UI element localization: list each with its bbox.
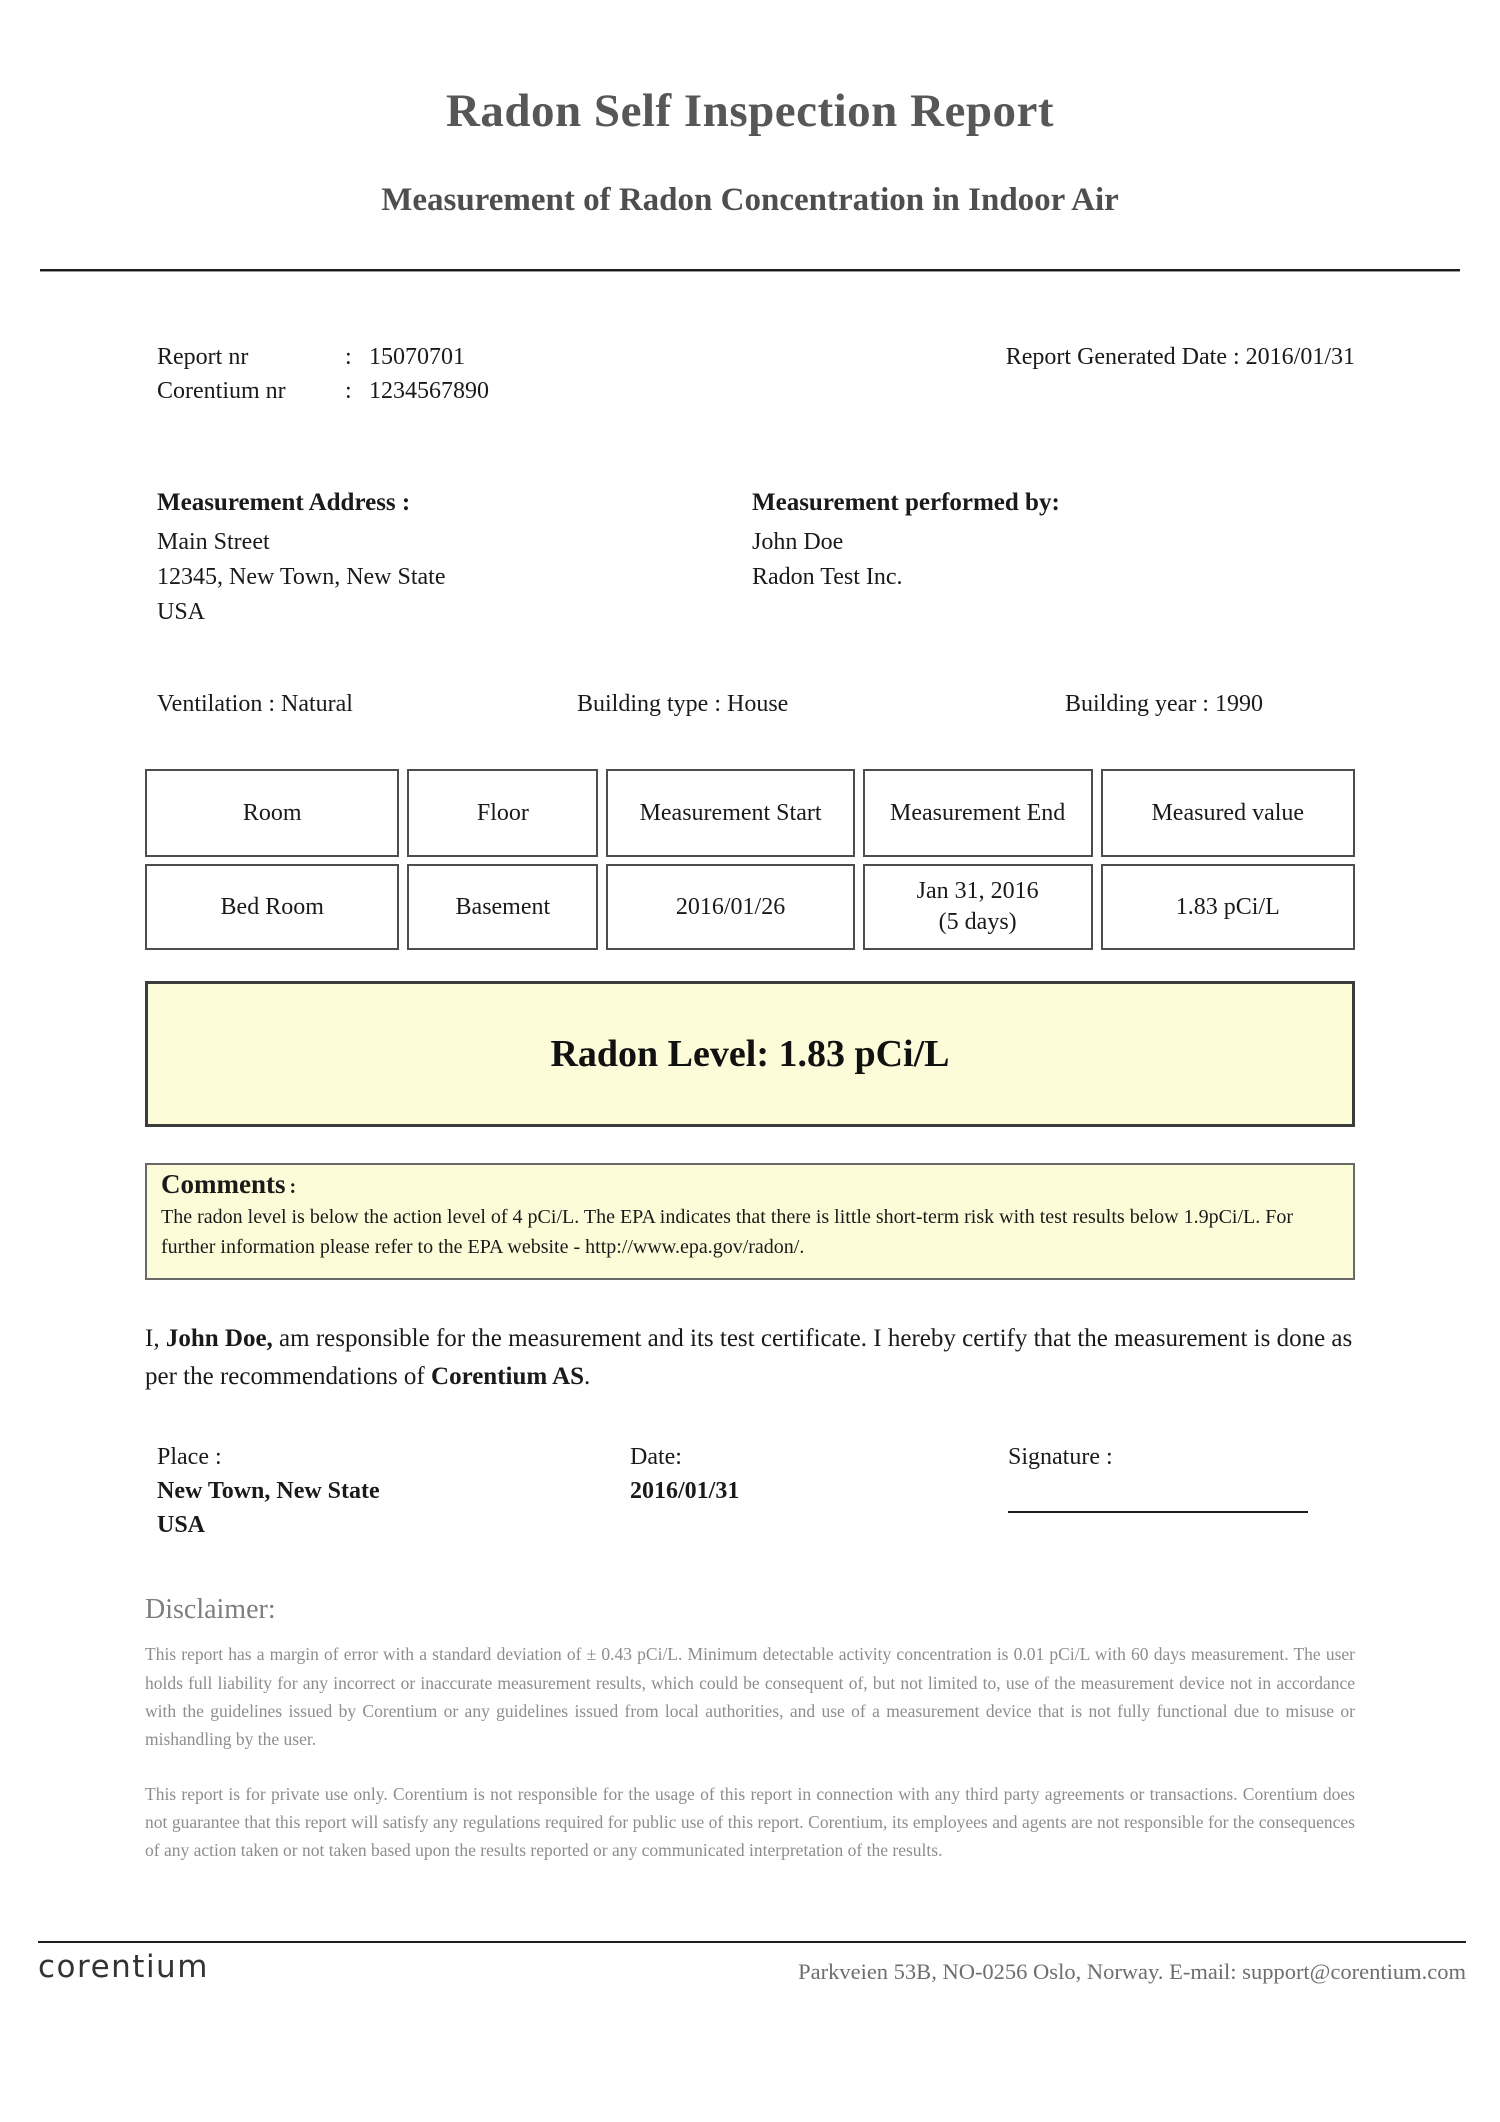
comments-body: The radon level is below the action level of 4 pCi/L. The EPA indicates that there is little short-term risk with test results below 1.9pCi/L. For further information please refer to the EPA website - http://www.epa.gov/radon/. [161,1206,1294,1259]
cell-start: 2016/01/26 [606,864,855,950]
measurement-address-block [157,489,752,629]
cell-end [863,864,1093,950]
signature-line [1008,1475,1308,1513]
generated-date-label: Report Generated Date : [1005,344,1240,370]
report-nr-label: Report nr [157,344,249,370]
column-header-value: Measured value [1101,769,1355,857]
building-info-row [145,691,1355,718]
address-line: USA [157,598,206,625]
performer-block [752,489,1355,629]
report-generated-date [1006,344,1355,371]
page-footer [38,1941,1466,1986]
table-row [145,864,1355,950]
place-block [157,1441,630,1542]
ventilation-value: Ventilation : Natural [157,691,353,718]
cell-measured-value: 1.83 pCi/L [1101,864,1355,950]
column-header-floor: Floor [407,769,598,857]
measurement-address-heading: Measurement Address : [157,489,411,516]
report-meta [145,344,1355,405]
radon-level-banner [145,981,1355,1127]
comments-heading-row [161,1169,1339,1200]
corentium-nr-colon: : [345,378,352,404]
comments-box [145,1163,1355,1280]
disclaimer-section [145,1594,1355,1864]
generated-date-value: 2016/01/31 [1245,344,1355,370]
footer-contact-info: Parkveien 53B, NO-0256 Oslo, Norway. E-mail: support@corentium.com [798,1959,1466,1984]
place-value-line2: USA [157,1511,206,1538]
corentium-logo: corentium [38,1949,209,1985]
cert-prefix: I, [145,1325,166,1353]
corentium-nr-label: Corentium nr [157,378,286,404]
building-type-value: Building type : House [577,691,789,718]
disclaimer-paragraph: This report has a margin of error with a standard deviation of ± 0.43 pCi/L. Minimum detectable activity concentration is 0.01 pCi/L with 60 days measurement. The user holds full liability for any incorrect or inaccurate measurement results, which could be consequent of, but not limited to, use of the measurement device not in accordance with the guidelines issued by Corentium or any guidelines issued from local authorities, and use of a measurement device that is not fully functional due to misuse or mishandling by the user. [145,1644,1355,1750]
place-value-line1: New Town, New State [157,1477,380,1504]
column-header-start: Measurement Start [606,769,855,857]
header-divider [40,269,1460,272]
radon-level-text: Radon Level: 1.83 pCi/L [550,1033,950,1076]
cert-middle: am responsible for the measurement and its test certificate. I hereby certify that the measurement is done as per the recommendations of [145,1325,1353,1390]
parties-section [145,489,1355,629]
signature-label: Signature : [1008,1444,1113,1471]
cert-company: Corentium AS [431,1362,585,1390]
disclaimer-heading: Disclaimer: [145,1594,276,1626]
address-line: 12345, New Town, New State [157,563,446,590]
cell-room: Bed Room [145,864,399,950]
performer-heading: Measurement performed by: [752,489,1060,516]
table-header-row [145,769,1355,857]
cell-end-duration: (5 days) [938,909,1017,936]
comments-heading-colon: : [289,1176,297,1199]
address-line: Main Street [157,529,270,555]
disclaimer-paragraph: This report is for private use only. Corentium is not responsible for the usage of this report in connection with any third party agreements or transactions. Corentium does not guarantee that this report will satisfy any regulations required for public use of this report. Corentium, its employees and agents are not responsible for the consequences of any action taken or not taken based upon the results reported or any communicated interpretation of the results. [145,1783,1355,1861]
report-header [0,0,1500,219]
signoff-row [145,1441,1355,1542]
corentium-nr-value: 1234567890 [369,378,489,404]
report-numbers [157,344,489,405]
measurement-table [137,762,1363,957]
comments-heading: Comments [161,1169,286,1200]
cert-suffix: . [584,1362,591,1390]
date-label: Date: [630,1444,682,1471]
column-header-room: Room [145,769,399,857]
performer-line: Radon Test Inc. [752,563,903,590]
cell-end-date: Jan 31, 2016 [916,878,1039,905]
page-subtitle: Measurement of Radon Concentration in Indoor Air [381,182,1119,218]
place-label: Place : [157,1444,222,1471]
signature-block [1008,1441,1355,1542]
column-header-end: Measurement End [863,769,1093,857]
page-title: Radon Self Inspection Report [445,85,1055,137]
report-body [145,344,1355,1865]
date-value: 2016/01/31 [630,1477,740,1504]
cell-floor: Basement [407,864,598,950]
building-year-value: Building year : 1990 [1065,691,1263,718]
cert-name: John Doe, [165,1325,273,1353]
date-block [630,1441,1008,1542]
certification-statement [145,1320,1355,1395]
report-nr-colon: : [345,344,352,370]
performer-line: John Doe [752,529,844,555]
report-nr-value: 15070701 [369,344,465,370]
